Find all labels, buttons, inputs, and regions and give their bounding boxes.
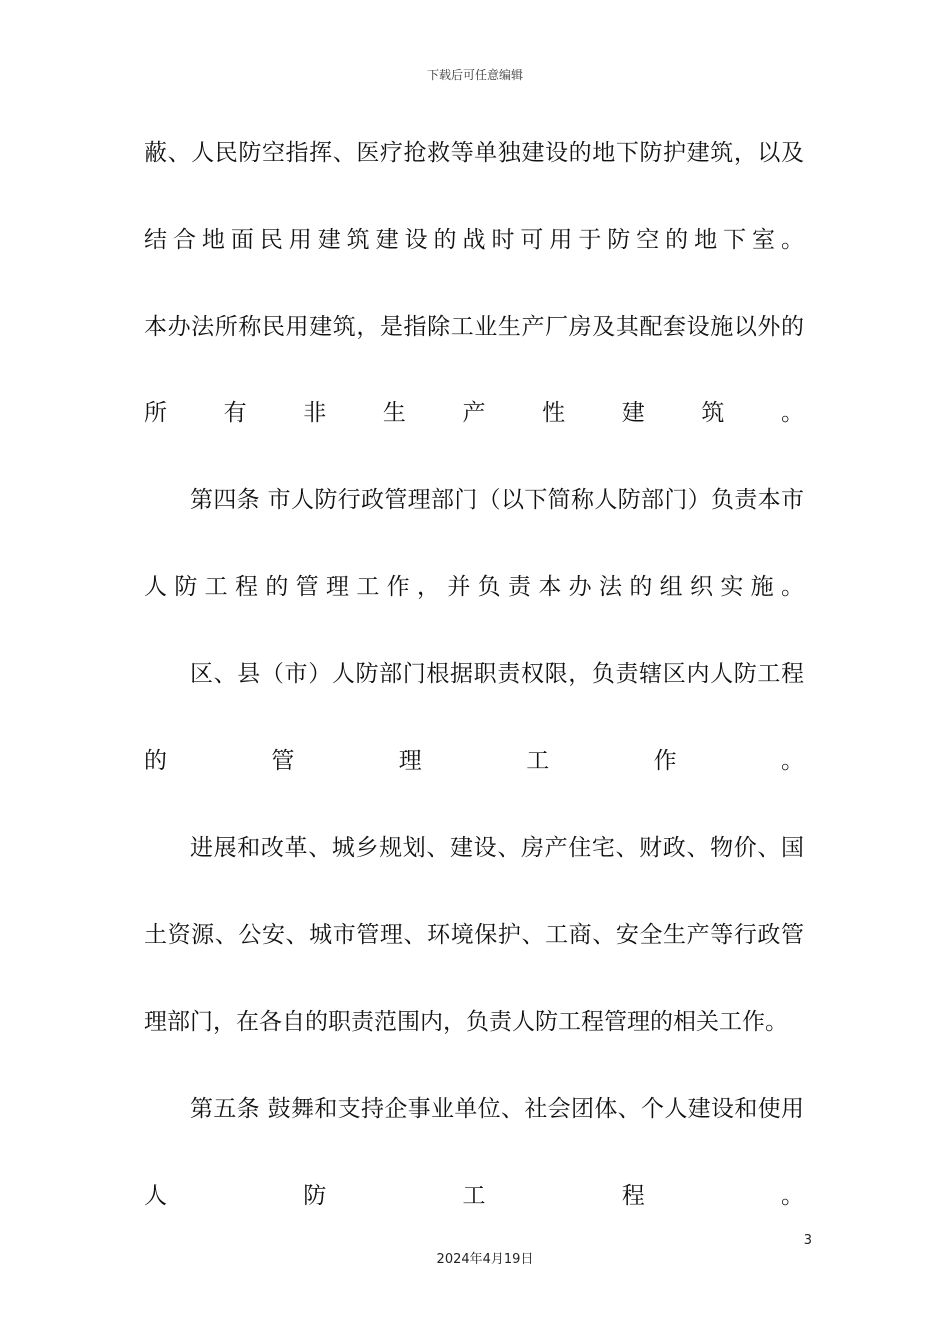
body-line-11: 理部门，在各自的职责范围内，负责人防工程管理的相关工作。 xyxy=(144,1009,788,1035)
body-line-10: 土资源、公安、城市管理、环境保护、工商、安全生产等行政管 xyxy=(144,922,804,948)
body-line-13: 人防工程。 xyxy=(144,1183,804,1209)
body-line-1: 蔽、人民防空指挥、医疗抢救等单独建设的地下防护建筑，以及 xyxy=(144,140,804,166)
paragraph-article-5: 第五条 鼓舞和支持企事业单位、社会团体、个人建设和使用 xyxy=(190,1096,804,1122)
body-line-2: 结合地面民用建筑建设的战时可用于防空的地下室。 xyxy=(144,227,804,253)
page-number: 3 xyxy=(803,1233,812,1248)
paragraph-related-departments: 进展和改革、城乡规划、建设、房产住宅、财政、物价、国 xyxy=(190,835,804,861)
paragraph-article-4: 第四条 市人防行政管理部门（以下简称人防部门）负责本市 xyxy=(190,487,804,513)
footer-date: 2024年4月19日 xyxy=(436,1252,534,1267)
paragraph-district-departments: 区、县（市）人防部门根据职责权限，负责辖区内人防工程 xyxy=(190,661,804,687)
body-line-6: 人防工程的管理工作，并负责本办法的组织实施。 xyxy=(144,574,804,600)
body-line-8: 的管理工作。 xyxy=(144,748,804,774)
body-line-3: 本办法所称民用建筑，是指除工业生产厂房及其配套设施以外的 xyxy=(144,314,804,340)
body-line-4: 所有非生产性建筑。 xyxy=(144,400,804,426)
page-header: 下载后可任意编辑 xyxy=(426,68,523,82)
